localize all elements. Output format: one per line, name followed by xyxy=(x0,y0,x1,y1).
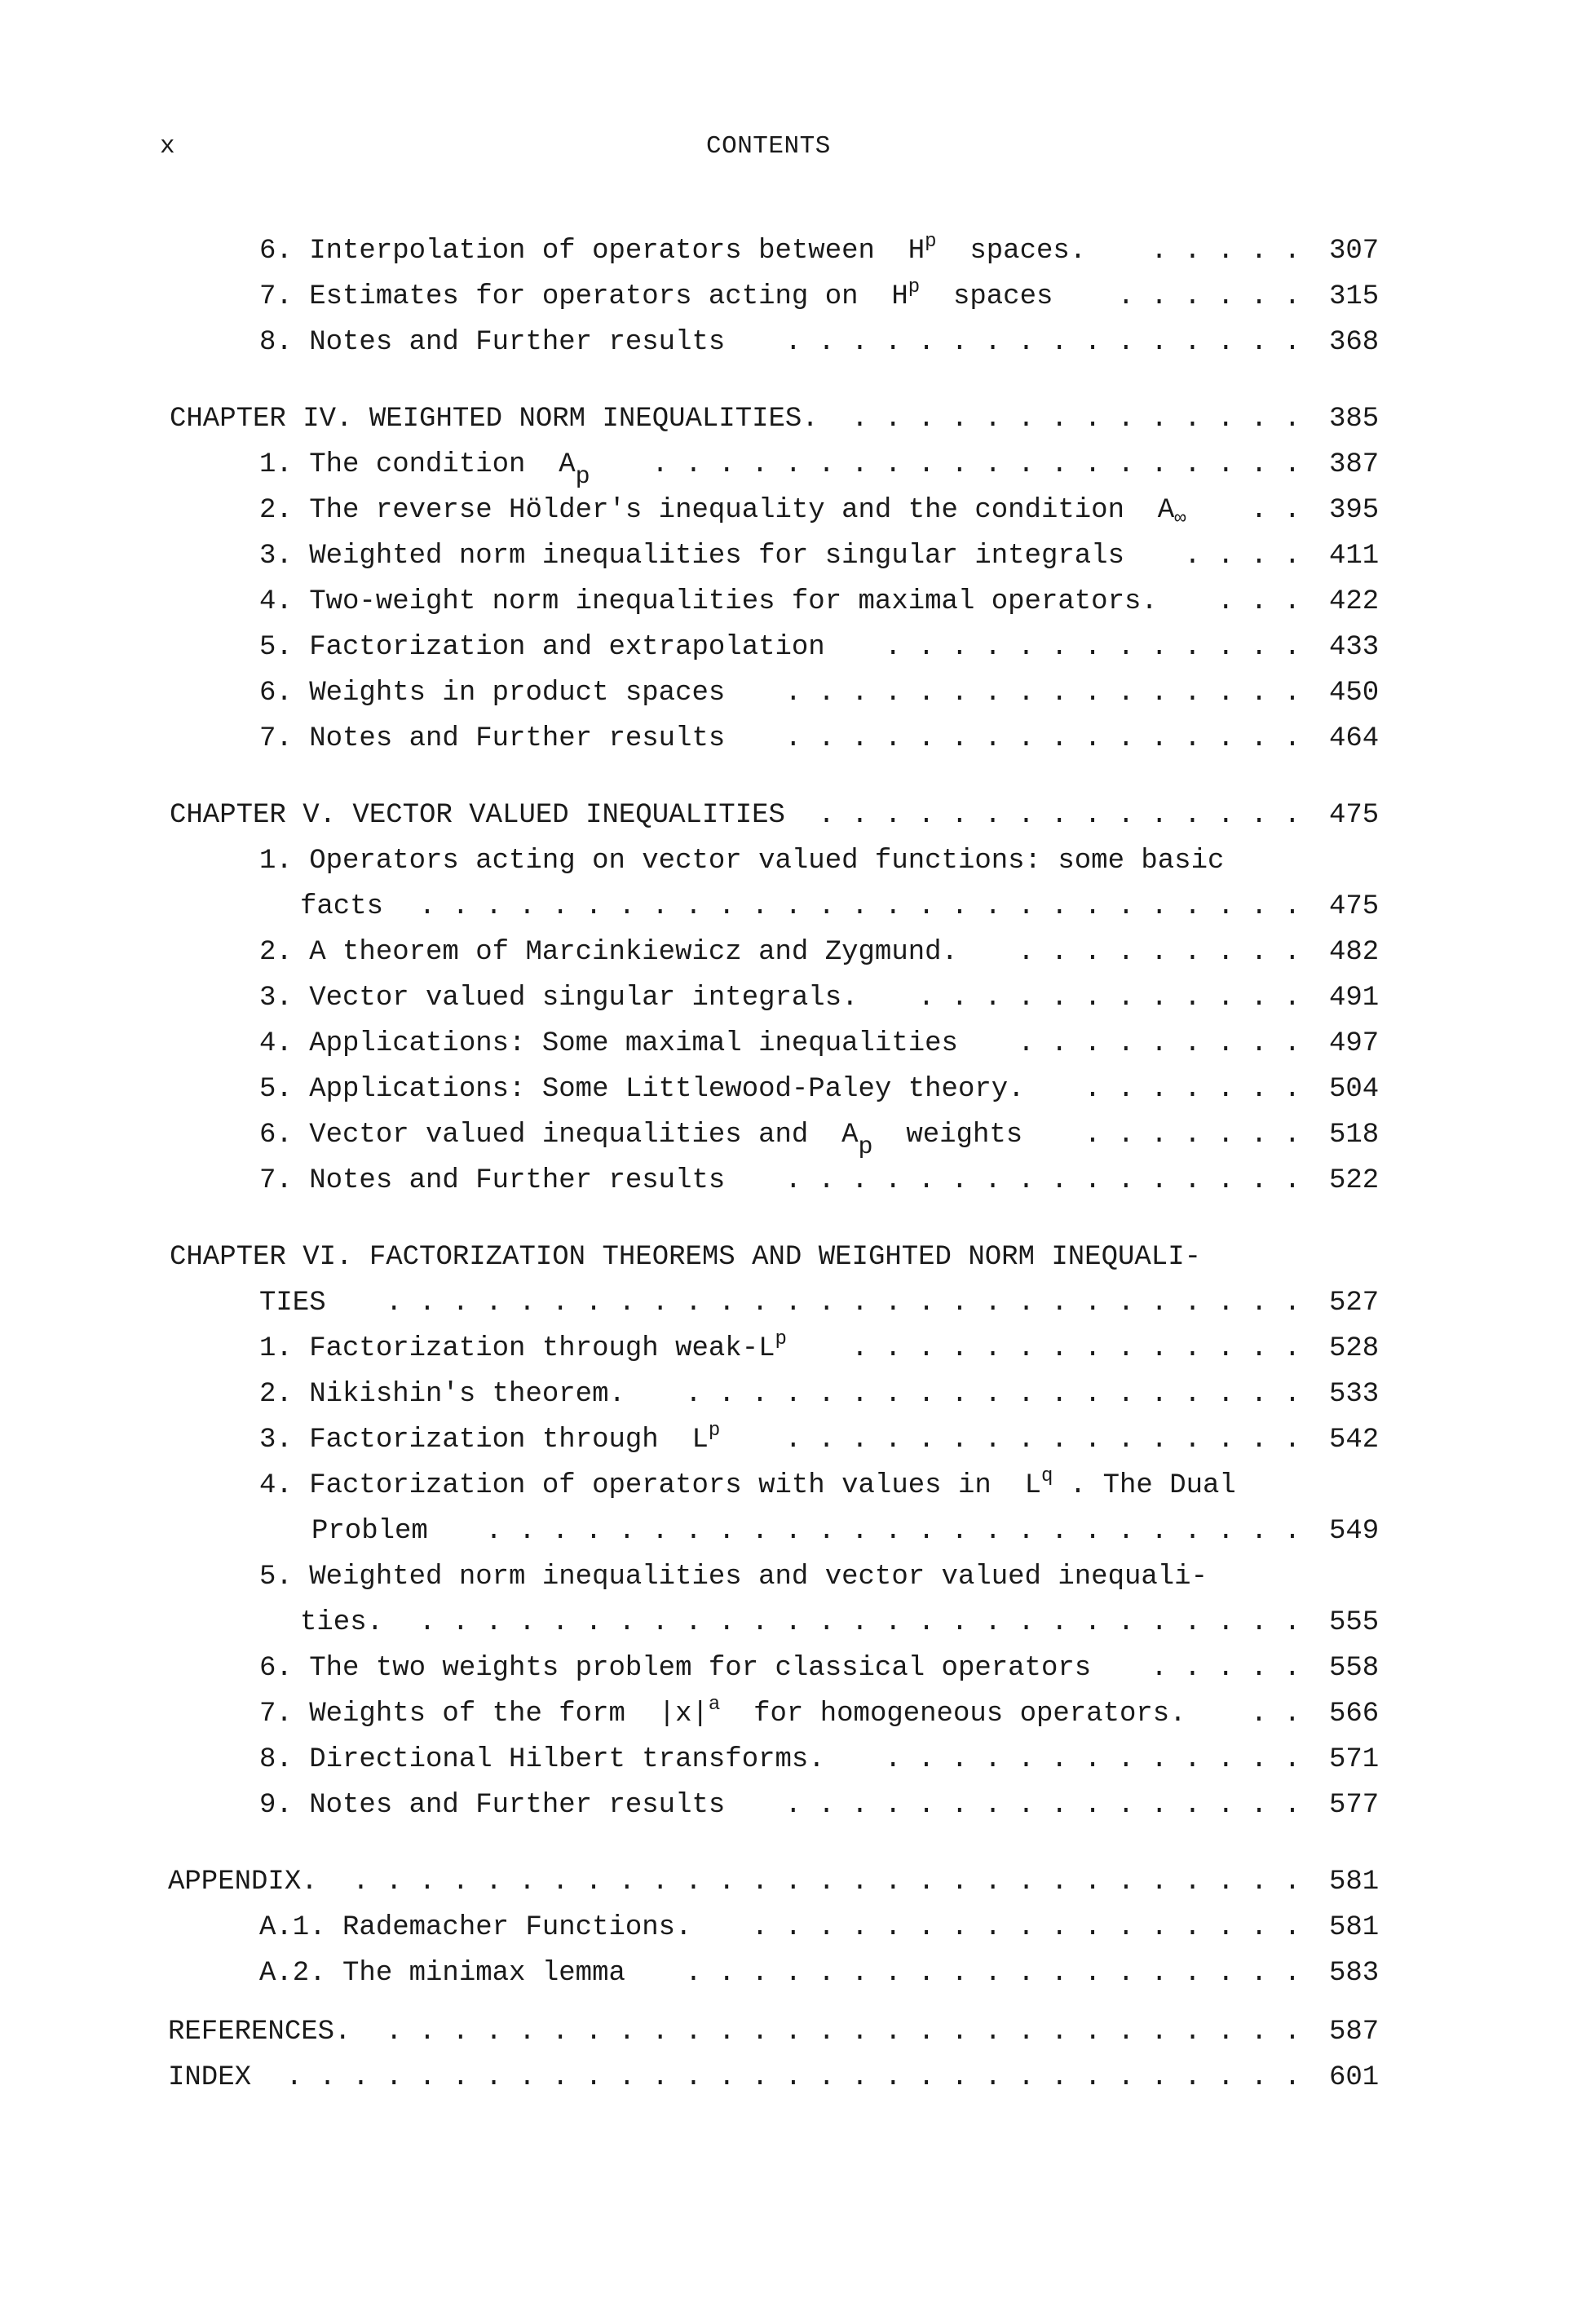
toc-page-number: 577 xyxy=(1329,1790,1380,1821)
toc-page-number: 587 xyxy=(1329,2017,1380,2048)
toc-entry-label: 4. Applications: Some maximal inequalities xyxy=(259,1028,958,1059)
dot-leader: . . . . . xyxy=(1151,236,1301,267)
toc-entry xyxy=(170,1241,1201,1274)
dot-leader: . . . . . . . . . . . . . . . . xyxy=(784,1425,1301,1456)
toc-entry xyxy=(259,1420,721,1456)
toc-page-number: 307 xyxy=(1329,236,1380,267)
toc-entry-label: 3. Vector valued singular integrals. xyxy=(259,983,859,1014)
toc-entry xyxy=(259,1073,1025,1106)
toc-page-number: 601 xyxy=(1329,2062,1380,2093)
math-symbol: L xyxy=(691,1425,709,1456)
dot-leader: . . . . . . . . . . . . . . . . . . . xyxy=(685,1958,1301,1989)
toc-entry xyxy=(259,1789,725,1822)
dot-leader: . . . . . . . . . . . . . . . . . . . . xyxy=(651,449,1301,480)
toc-page-number: 555 xyxy=(1329,1607,1380,1638)
toc-entry-label: TIES xyxy=(259,1288,326,1319)
dot-leader: . . . xyxy=(1217,586,1301,617)
dot-leader: . . . . . . . . . . . . . . xyxy=(851,1333,1301,1364)
toc-entry-label: 1. Factorization through weak-L xyxy=(259,1333,775,1364)
toc-entry xyxy=(259,1164,725,1197)
math-symbol: L xyxy=(1024,1470,1041,1501)
toc-page-number: 315 xyxy=(1329,281,1380,312)
toc-entry-label: CHAPTER IV. WEIGHTED NORM INEQUALITIES. xyxy=(170,404,819,435)
toc-entry xyxy=(259,722,725,755)
toc-page-number: 504 xyxy=(1329,1074,1380,1105)
toc-entry xyxy=(311,1515,428,1548)
toc-entry-label-rest: weights xyxy=(872,1120,1023,1151)
toc-entry xyxy=(259,585,1158,618)
toc-page-number: 549 xyxy=(1329,1516,1380,1547)
toc-entry-label: 5. Factorization and extrapolation xyxy=(259,632,825,663)
toc-page-number: 558 xyxy=(1329,1653,1380,1684)
toc-entry xyxy=(259,1743,825,1776)
toc-entry xyxy=(168,2061,251,2094)
toc-entry xyxy=(168,1866,318,1898)
toc-page-number: 566 xyxy=(1329,1699,1380,1730)
toc-entry-label: 5. Applications: Some Littlewood-Paley theory. xyxy=(259,1074,1025,1105)
toc-entry-label: 7. Notes and Further results xyxy=(259,1165,726,1196)
toc-entry-label: 7. Weights of the form xyxy=(259,1699,625,1730)
toc-entry-label: ties. xyxy=(300,1607,384,1638)
superscript: p xyxy=(775,1328,787,1350)
dot-leader: . . . . . . . . . . . . . . . . . . . . . . . . . . . . . . . xyxy=(285,2062,1301,2093)
toc-page-number: 542 xyxy=(1329,1425,1380,1456)
math-symbol: A xyxy=(841,1120,859,1151)
dot-leader: . . . . . . . . . . . . . . . . . . . xyxy=(685,1379,1301,1410)
toc-page-number: 482 xyxy=(1329,937,1380,968)
toc-page-number: 491 xyxy=(1329,983,1380,1014)
toc-page-number: 411 xyxy=(1329,541,1380,572)
dot-leader: . . . . . . . . . . . . . xyxy=(885,632,1301,663)
infinity-subscript: ∞ xyxy=(1174,508,1186,530)
toc-entry xyxy=(259,631,825,664)
subscript: p xyxy=(575,463,590,491)
toc-entry xyxy=(259,1652,1091,1685)
dot-leader: . . . . . . . . . . . . . . . . xyxy=(784,1165,1301,1196)
dot-leader: . . . . . . . . . . . . xyxy=(917,983,1301,1014)
math-symbol: A xyxy=(559,449,576,480)
toc-page-number: 533 xyxy=(1329,1379,1380,1410)
toc-entry-label: 6. Interpolation of operators between xyxy=(259,236,875,267)
dot-leader: . . . . . . . . . . . . . . . xyxy=(818,800,1301,831)
dot-leader: . . . . . . . xyxy=(1084,1074,1301,1105)
toc-entry xyxy=(259,1911,692,1944)
toc-entry xyxy=(259,276,1053,313)
toc-page-number: 368 xyxy=(1329,327,1380,358)
toc-page-number: 387 xyxy=(1329,449,1380,480)
toc-entry-label: 6. The two weights problem for classical operators xyxy=(259,1653,1092,1684)
toc-entry xyxy=(259,1287,326,1319)
toc-entry-label-rest: for homogeneous operators. xyxy=(720,1699,1186,1730)
dot-leader: . . . . . . . . . . . . . . . . . . . . . . . . . . . . xyxy=(386,2017,1301,2048)
toc-page-number: 583 xyxy=(1329,1958,1380,1989)
toc-entry-label: CHAPTER V. VECTOR VALUED INEQUALITIES xyxy=(170,800,785,831)
dot-leader: . . . . . . . . . . . . . . . . . . . . . . . . . . . xyxy=(418,891,1301,922)
math-symbol: |x| xyxy=(658,1699,709,1730)
toc-page-number: 581 xyxy=(1329,1867,1380,1898)
toc-page-number: 522 xyxy=(1329,1165,1380,1196)
toc-entry-label: 2. Nikishin's theorem. xyxy=(259,1379,625,1410)
toc-page-number: 528 xyxy=(1329,1333,1380,1364)
toc-page-number: 433 xyxy=(1329,632,1380,663)
toc-entry xyxy=(259,1119,1023,1161)
toc-entry xyxy=(259,1561,1208,1593)
toc-entry xyxy=(259,1957,625,1990)
toc-page-number: 581 xyxy=(1329,1912,1380,1943)
toc-page-number: 395 xyxy=(1329,495,1380,526)
dot-leader: . . . . . . . . . . . . . . . . . . . . . . . . . . . . . xyxy=(352,1867,1301,1898)
toc-entry xyxy=(259,448,590,491)
dot-leader: . . . . . xyxy=(1151,1653,1301,1684)
toc-page-number: 385 xyxy=(1329,404,1380,435)
toc-page-number: 527 xyxy=(1329,1288,1380,1319)
toc-entry xyxy=(259,982,859,1014)
toc-entry xyxy=(259,677,725,709)
toc-page-number: 497 xyxy=(1329,1028,1380,1059)
toc-entry xyxy=(259,1378,625,1411)
toc-entry-label: 5. Weighted norm inequalities and vector valued inequali- xyxy=(259,1562,1208,1593)
toc-entry-label: 1. The condition xyxy=(259,449,526,480)
page-number: x xyxy=(160,132,175,161)
toc-entry-label: 2. A theorem of Marcinkiewicz and Zygmund. xyxy=(259,937,958,968)
dot-leader: . . . . . . . . . xyxy=(1018,1028,1301,1059)
dot-leader: . . . . . . . . . . . . . xyxy=(885,1744,1301,1775)
superscript: p xyxy=(708,1420,721,1442)
toc-entry-label: 2. The reverse Hölder's inequality and the condition xyxy=(259,495,1124,526)
toc-page-number: 450 xyxy=(1329,678,1380,709)
toc-entry xyxy=(259,1328,787,1365)
subscript: p xyxy=(858,1133,873,1161)
dot-leader: . . . . xyxy=(1184,541,1301,572)
toc-entry-label: 3. Weighted norm inequalities for singular integrals xyxy=(259,541,1124,572)
toc-entry xyxy=(259,1694,1186,1730)
dot-leader: . . . . . . . . . . . . . . . . . . . . . . . . . . . xyxy=(418,1607,1301,1638)
toc-entry-label: Problem xyxy=(311,1516,428,1547)
superscript: q xyxy=(1040,1465,1053,1487)
toc-page-number: 518 xyxy=(1329,1120,1380,1151)
math-symbol: A xyxy=(1157,495,1175,526)
toc-entry-label: CHAPTER VI. FACTORIZATION THEOREMS AND WEIGHTED NORM INEQUALI- xyxy=(170,1242,1202,1273)
toc-entry-label: 3. Factorization through xyxy=(259,1425,659,1456)
dot-leader: . . . . . . . . . . . . . . . . . xyxy=(751,1912,1301,1943)
dot-leader: . . xyxy=(1250,495,1301,526)
toc-page-number: 571 xyxy=(1329,1744,1380,1775)
toc-entry-label: REFERENCES. xyxy=(168,2017,351,2048)
toc-entry xyxy=(300,890,383,923)
toc-entry-label: facts xyxy=(300,891,384,922)
toc-entry xyxy=(170,799,785,832)
superscript: p xyxy=(908,276,921,298)
dot-leader: . . . . . . xyxy=(1117,281,1301,312)
dot-leader: . . . . . . . . . . . . . . xyxy=(851,404,1301,435)
toc-entry-label: 6. Weights in product spaces xyxy=(259,678,726,709)
toc-entry xyxy=(259,845,1224,877)
superscript: p xyxy=(925,231,937,253)
dot-leader: . . . . . . . xyxy=(1084,1120,1301,1151)
toc-entry xyxy=(259,231,1087,267)
toc-page-number: 464 xyxy=(1329,723,1380,754)
toc-entry-label: 1. Operators acting on vector valued functions: some basic xyxy=(259,846,1225,877)
dot-leader: . . . . . . . . . . . . . . . . xyxy=(784,1790,1301,1821)
toc-entry-label: 8. Directional Hilbert transforms. xyxy=(259,1744,825,1775)
math-symbol: H xyxy=(891,281,908,312)
toc-entry xyxy=(259,936,958,969)
toc-entry-label: 7. Estimates for operators acting on xyxy=(259,281,859,312)
toc-entry xyxy=(259,494,1186,530)
toc-page-number: 475 xyxy=(1329,800,1380,831)
toc-entry-label: 4. Two-weight norm inequalities for maximal operators. xyxy=(259,586,1158,617)
toc-entry-label-rest: spaces xyxy=(920,281,1053,312)
toc-entry-label: 9. Notes and Further results xyxy=(259,1790,726,1821)
dot-leader: . . . . . . . . . . . . . . . . xyxy=(784,678,1301,709)
dot-leader: . . . . . . . . . . . . . . . . xyxy=(784,723,1301,754)
toc-entry xyxy=(170,403,819,435)
dot-leader: . . . . . . . . . . . . . . . . xyxy=(784,327,1301,358)
dot-leader: . . xyxy=(1250,1699,1301,1730)
toc-entry xyxy=(259,540,1124,572)
math-symbol: H xyxy=(908,236,925,267)
toc-entry-label: 6. Vector valued inequalities and xyxy=(259,1120,809,1151)
toc-entry-label: 8. Notes and Further results xyxy=(259,327,726,358)
page-title: CONTENTS xyxy=(706,132,831,161)
toc-entry-label: 7. Notes and Further results xyxy=(259,723,726,754)
toc-entry-label: A.1. Rademacher Functions. xyxy=(259,1912,692,1943)
superscript: a xyxy=(708,1694,721,1716)
toc-entry xyxy=(259,1027,958,1060)
toc-entry xyxy=(259,1465,1236,1502)
toc-entry-label: APPENDIX. xyxy=(168,1867,318,1898)
toc-entry xyxy=(300,1606,383,1639)
toc-entry-label: 4. Factorization of operators with values in xyxy=(259,1470,992,1501)
toc-entry-label-rest: spaces. xyxy=(936,236,1087,267)
dot-leader: . . . . . . . . . . . . . . . . . . . . . . . . . . . . xyxy=(386,1288,1301,1319)
dot-leader: . . . . . . . . . xyxy=(1018,937,1301,968)
toc-entry xyxy=(259,326,725,359)
toc-entry xyxy=(168,2016,351,2048)
dot-leader: . . . . . . . . . . . . . . . . . . . . . . . . . xyxy=(485,1516,1301,1547)
toc-entry-label: A.2. The minimax lemma xyxy=(259,1958,625,1989)
toc-page-number: 422 xyxy=(1329,586,1380,617)
toc-page-number: 475 xyxy=(1329,891,1380,922)
toc-entry-label: INDEX xyxy=(168,2062,252,2093)
toc-entry-label-rest: . The Dual xyxy=(1053,1470,1236,1501)
